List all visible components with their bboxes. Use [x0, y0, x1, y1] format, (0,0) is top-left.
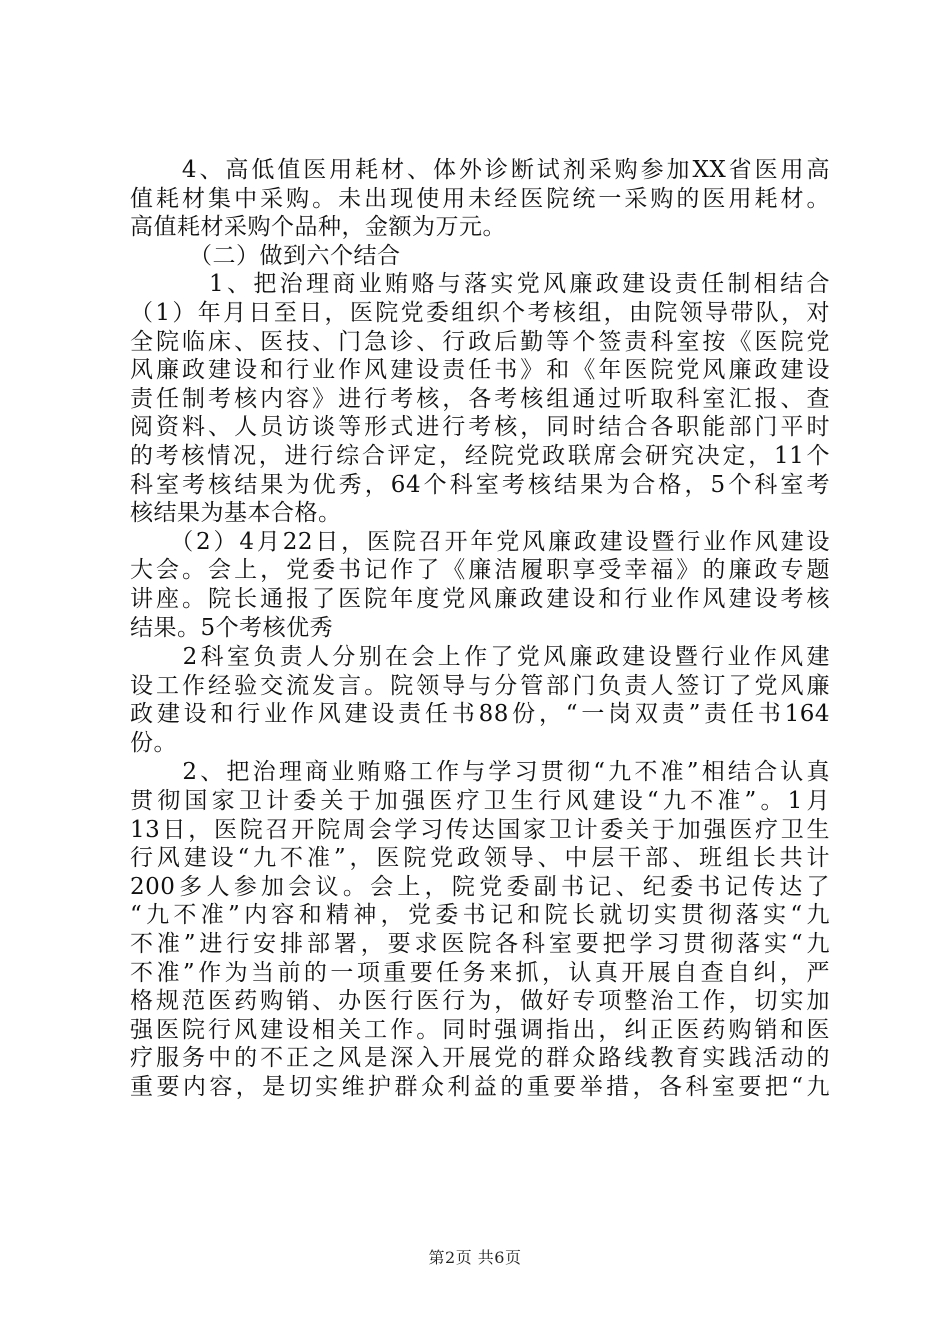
text-line: （二）做到六个结合 [130, 242, 401, 269]
text-line: 13日，医院召开院周会学习传达国家卫计委关于加强医疗卫生 [130, 816, 830, 843]
text-line: 贯彻国家卫计委关于加强医疗卫生行风建设“九不准”。1月 [130, 788, 830, 815]
text-line: 值耗材集中采购。未出现使用未经医院统一采购的医用耗材。 [130, 185, 830, 212]
text-line: “九不准”内容和精神，党委书记和院长就切实贯彻落实“九 [130, 902, 830, 929]
text-line: 设工作经验交流发言。院领导与分管部门负责人签订了党风廉 [130, 672, 830, 699]
text-line: 风廉政建设和行业作风建设责任书》和《年医院党风廉政建设 [130, 357, 830, 384]
text-line: 全院临床、医技、门急诊、行政后勤等个签责科室按《医院党 [130, 328, 830, 355]
document-body [130, 156, 830, 1102]
text-line: 的考核情况，进行综合评定，经院党政联席会研究决定，11个 [130, 442, 830, 469]
text-line: 阅资料、人员访谈等形式进行考核，同时结合各职能部门平时 [130, 414, 830, 441]
page-footer: 第2页 共6页 [428, 1248, 522, 1267]
text-line: 行风建设“九不准”，医院党政领导、中层干部、班组长共计 [130, 845, 830, 872]
text-line: 不准”进行安排部署，要求医院各科室要把学习贯彻落实“九 [130, 931, 830, 958]
text-line: （2）4月22日，医院召开年党风廉政建设暨行业作风建设 [130, 528, 830, 555]
text-line: 高值耗材采购个品种，金额为万元。 [130, 214, 506, 241]
text-line: 政建设和行业作风建设责任书88份，“一岗双责”责任书164 [130, 701, 830, 728]
text-line: 不准”作为当前的一项重要任务来抓，认真开展自查自纠，严 [130, 959, 830, 986]
text-line: 讲座。院长通报了医院年度党风廉政建设和行业作风建设考核 [130, 585, 830, 612]
text-line: 疗服务中的不正之风是深入开展党的群众路线教育实践活动的 [130, 1045, 830, 1072]
text-line: 强医院行风建设相关工作。同时强调指出，纠正医药购销和医 [130, 1016, 830, 1043]
text-line: 重要内容，是切实维护群众利益的重要举措，各科室要把“九 [130, 1074, 830, 1100]
text-line: 大会。会上，党委书记作了《廉洁履职享受幸福》的廉政专题 [130, 557, 830, 584]
text-line: 结果。5个考核优秀 [130, 614, 334, 641]
text-line: 1、把治理商业贿赂与落实党风廉政建设责任制相结合 [130, 271, 830, 298]
text-line: （1）年月日至日，医院党委组织个考核组，由院领导带队，对 [130, 299, 830, 326]
text-line: 格规范医药购销、办医行医行为，做好专项整治工作，切实加 [130, 988, 830, 1015]
text-line: 责任制考核内容》进行考核，各考核组通过听取科室汇报、查 [130, 385, 830, 412]
text-line: 科室考核结果为优秀，64个科室考核结果为合格，5个科室考 [130, 471, 830, 498]
text-line: 份。 [130, 729, 177, 756]
text-line: 4、高低值医用耗材、体外诊断试剂采购参加XX省医用高 [130, 157, 830, 183]
text-line: 200多人参加会议。会上，院党委副书记、纪委书记传达了 [130, 873, 830, 900]
text-line: 核结果为基本合格。 [130, 500, 342, 527]
text-line: 2科室负责人分别在会上作了党风廉政建设暨行业作风建 [130, 644, 830, 671]
text-line: 2、把治理商业贿赂工作与学习贯彻“九不准”相结合认真 [130, 759, 830, 786]
